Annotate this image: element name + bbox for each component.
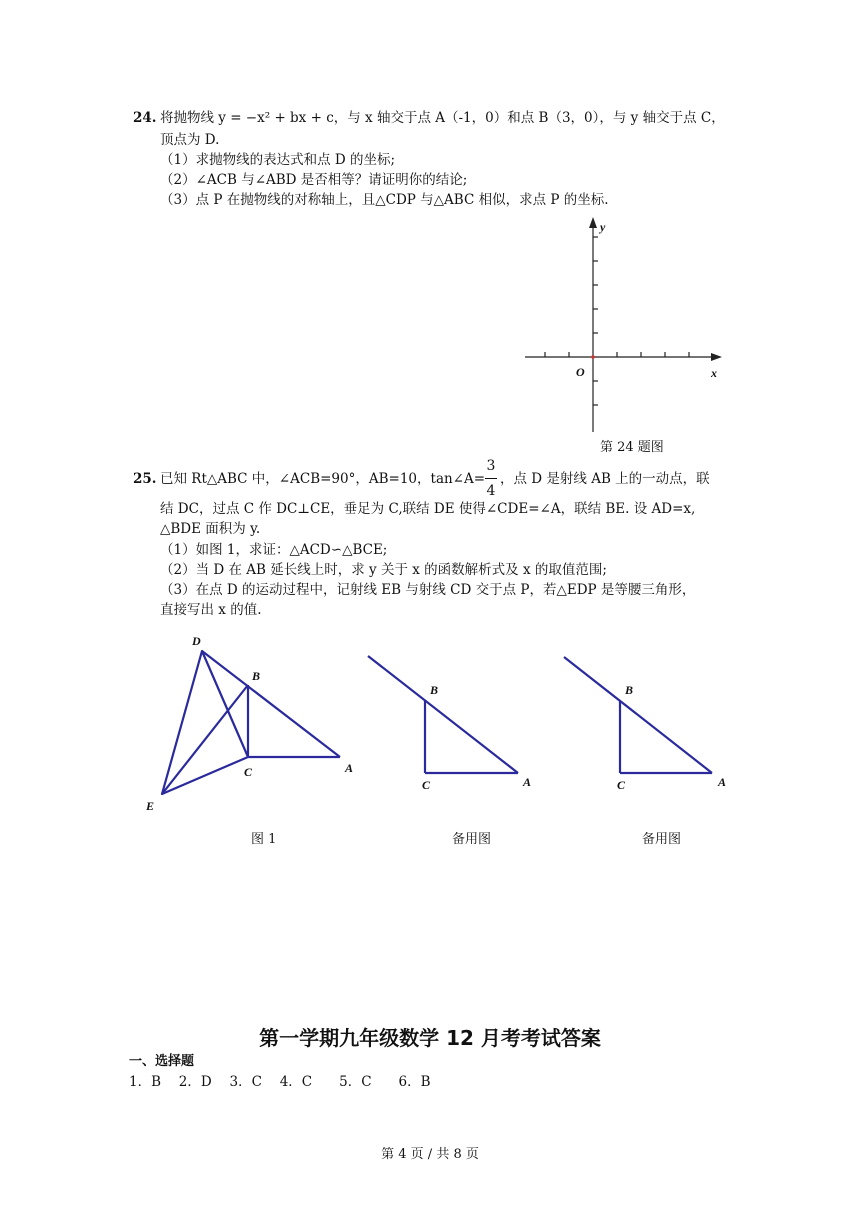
fig2-label-A: A [523,775,532,789]
fig1-label-D: D [192,634,201,648]
q25-part4: 直接写出 x 的值. [160,602,262,618]
fig2-label-B: B [430,683,439,697]
answers-choice-list: 1．B 2．D 3．C 4．C 5．C 6．B [129,1074,431,1090]
fig1-label-C: C [244,765,253,779]
q25-part2: （2）当 D 在 AB 延长线上时，求 y 关于 x 的函数解析式及 x 的取值范围; [160,562,607,578]
x-axis-label: x [711,366,717,380]
q24-part3: （3）点 P 在抛物线的对称轴上，且△CDP 与△ABC 相似，求点 P 的坐标. [160,192,609,208]
q25-number: 25. [133,471,157,487]
q25-fraction-numerator: 3 [486,458,496,474]
fig1-caption: 图 1 [251,832,277,847]
q25-line2: 结 DC，过点 C 作 DC⊥CE，垂足为 C,联结 DE 使得∠CDE=∠A，联结 BE. 设 AD=x, [160,501,696,517]
fig3-label-A: A [718,775,727,789]
page-footer: 第 4 页 / 共 8 页 [381,1147,479,1162]
y-axis-label: y [600,220,606,234]
answers-title: 第一学期九年级数学 12 月考考试答案 [259,1026,601,1050]
q25-line1b: ，点 D 是射线 AB 上的一动点，联 [500,471,710,487]
q24-figure-caption: 第 24 题图 [600,440,664,455]
fig3-label-B: B [625,683,634,697]
fig1-label-E: E [146,799,155,813]
q24-part2: （2）∠ACB 与∠ABD 是否相等？请证明你的结论; [160,172,468,188]
q25-line1a: 已知 Rt△ABC 中，∠ACB=90°，AB=10，tan∠A= [160,471,486,487]
fig3-caption: 备用图 [642,832,682,847]
q24-line1: 将抛物线 y = −x² + bx + c，与 x 轴交于点 A（-1，0）和点 B（3，0），与 y 轴交于点 C， [160,110,725,126]
answers-section-heading: 一、选择题 [129,1054,195,1069]
q25-fraction-denominator: 4 [486,483,496,499]
q24-part1: （1）求抛物线的表达式和点 D 的坐标; [160,152,396,168]
q25-line3: △BDE 面积为 y. [160,521,261,537]
origin-label: O [576,365,585,379]
fig2-label-C: C [422,778,431,792]
q25-part1: （1）如图 1，求证：△ACD∽△BCE; [160,542,388,558]
q25-part3: （3）在点 D 的运动过程中，记射线 EB 与射线 CD 交于点 P，若△EDP 是等腰三角形， [160,582,696,598]
fig1-label-A: A [345,761,354,775]
fig3-label-C: C [617,778,626,792]
fig2-caption: 备用图 [452,832,492,847]
q24-line2: 顶点为 D. [160,132,220,148]
q24-number: 24. [133,110,157,126]
fig1-label-B: B [252,669,261,683]
